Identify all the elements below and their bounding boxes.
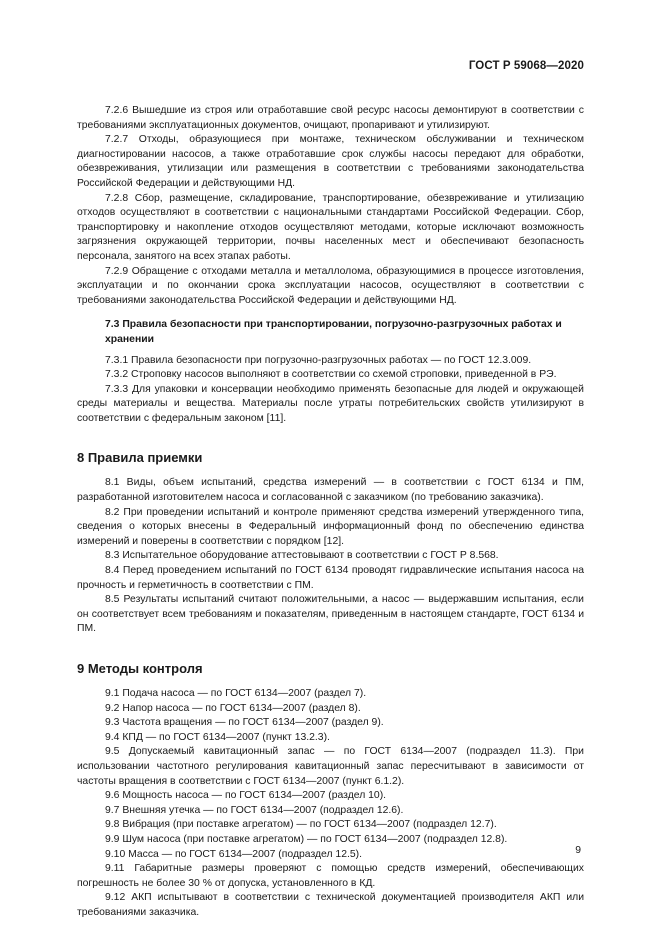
paragraph-8-1: 8.1 Виды, объем испытаний, средства измерений — в соответствии с ГОСТ 6134 и ПМ, разработанной изготовителем насоса и согласованной с заказчиком (по требованию заказчика).	[77, 477, 584, 504]
paragraph-7-3-3: 7.3.3 Для упаковки и консервации необходимо применять безопасные для людей и окружающей среды материалы и вещества. Материалы после утраты потребительских свойств утилизируют в соответствии с федеральным законом [11].	[77, 383, 584, 424]
paragraph-7-2-6: 7.2.6 Вышедшие из строя или отработавшие свой ресурс насосы демонтируют в соответствии с требованиями эксплуатационных документов, очищают, пропаривают и утилизируют.	[77, 105, 584, 131]
paragraph-8-5: 8.5 Результаты испытаний считают положительными, а насос — выдержавшим испытания, если он соответствует всем требованиям и показателям, приведенным в настоящем стандарте, ГОСТ 6134 и ПМ.	[77, 594, 584, 635]
subsection-heading-7-3: 7.3 Правила безопасности при транспортировании, погрузочно-разгрузочных работах и хранении	[105, 319, 562, 345]
paragraph-9-3: 9.3 Частота вращения — по ГОСТ 6134—2007 (раздел 9).	[105, 717, 384, 729]
section-heading-9: 9 Методы контроля	[77, 661, 203, 676]
paragraph-7-2-8: 7.2.8 Сбор, размещение, складирование, транспортирование, обезвреживание и утилизацию отходов осуществляют в соответствии с национальными стандартами Российской Федерации. Сбор, транспортировку и накопление отходов осуществляют методами, которые исключают возможность загрязнения окружающей территории, почвы населенных мест и обеспечивают безопасность персонала, занятого на всех этапах работы.	[77, 192, 584, 262]
paragraph-8-4: 8.4 Перед проведением испытаний по ГОСТ 6134 проводят гидравлические испытания насоса на прочность и герметичность в соответствии с ПМ.	[77, 565, 584, 591]
paragraph-7-3-1: 7.3.1 Правила безопасности при погрузочно-разгрузочных работах — по ГОСТ 12.3.009.	[105, 354, 532, 366]
paragraph-9-8: 9.8 Вибрация (при поставке агрегатом) — по ГОСТ 6134—2007 (подраздел 12.7).	[105, 819, 497, 831]
paragraph-9-11: 9.11 Габаритные размеры проверяют с помощью средств измерений, обеспечивающих погрешность не более 30 % от допуска, установленного в КД.	[77, 863, 584, 889]
paragraph-9-1: 9.1 Подача насоса — по ГОСТ 6134—2007 (раздел 7).	[105, 688, 367, 699]
document-body	[77, 104, 584, 921]
section-heading-8: 8 Правила приемки	[77, 450, 203, 466]
paragraph-9-7: 9.7 Внешняя утечка — по ГОСТ 6134—2007 (подраздел 12.6).	[105, 804, 404, 816]
paragraph-8-3: 8.3 Испытательное оборудование аттестовывают в соответствии с ГОСТ Р 8.568.	[105, 550, 499, 562]
paragraph-9-5: 9.5 Допускаемый кавитационный запас — по ГОСТ 6134—2007 (подраздел 11.3). При использовании частотного регулирования кавитационный запас пересчитывают в зависимости от частоты вращения в соответствии с ГОСТ 6134—2007 (пункт 6.1.2).	[77, 746, 584, 787]
paragraph-7-2-7: 7.2.7 Отходы, образующиеся при монтаже, техническом обслуживании и техническом диагностировании насосов, а также отработавшие срок службы насосы передают для обработки, обезвреживания, утилизации или размещения в соответствии с требованиями законодательства Российской Федерации и действующими НД.	[77, 134, 584, 189]
paragraph-9-12: 9.12 АКП испытывают в соответствии с технической документацией производителя АКП или требованиями заказчика.	[77, 892, 584, 918]
document-id-header: ГОСТ Р 59068—2020	[468, 60, 584, 72]
paragraph-9-10: 9.10 Масса — по ГОСТ 6134—2007 (подраздел 12.5).	[105, 848, 363, 860]
paragraph-9-2: 9.2 Напор насоса — по ГОСТ 6134—2007 (раздел 8).	[105, 702, 361, 714]
paragraph-8-2: 8.2 При проведении испытаний и контроле применяют средства измерений утвержденного типа, сведения о которых внесены в Федеральный информационный фонд по обеспечению единства измерений и поверены в соответствии с порядком [12].	[77, 506, 584, 547]
page-number: 9	[575, 845, 581, 856]
paragraph-9-4: 9.4 КПД — по ГОСТ 6134—2007 (пункт 13.2.3).	[105, 731, 330, 743]
paragraph-9-6: 9.6 Мощность насоса — по ГОСТ 6134—2007 (раздел 10).	[105, 790, 387, 802]
paragraph-9-9: 9.9 Шум насоса (при поставке агрегатом) — по ГОСТ 6134—2007 (подраздел 12.8).	[105, 833, 508, 845]
paragraph-7-3-2: 7.3.2 Строповку насосов выполняют в соответствии со схемой строповки, приведенной в РЭ.	[105, 369, 557, 381]
paragraph-7-2-9: 7.2.9 Обращение с отходами металла и металлолома, образующимися в процессе изготовления, эксплуатации и по окончании срока эксплуатации насосов, осуществляют в соответствии с требованиями законодательства Российской Федерации и действующими НД.	[77, 265, 584, 306]
